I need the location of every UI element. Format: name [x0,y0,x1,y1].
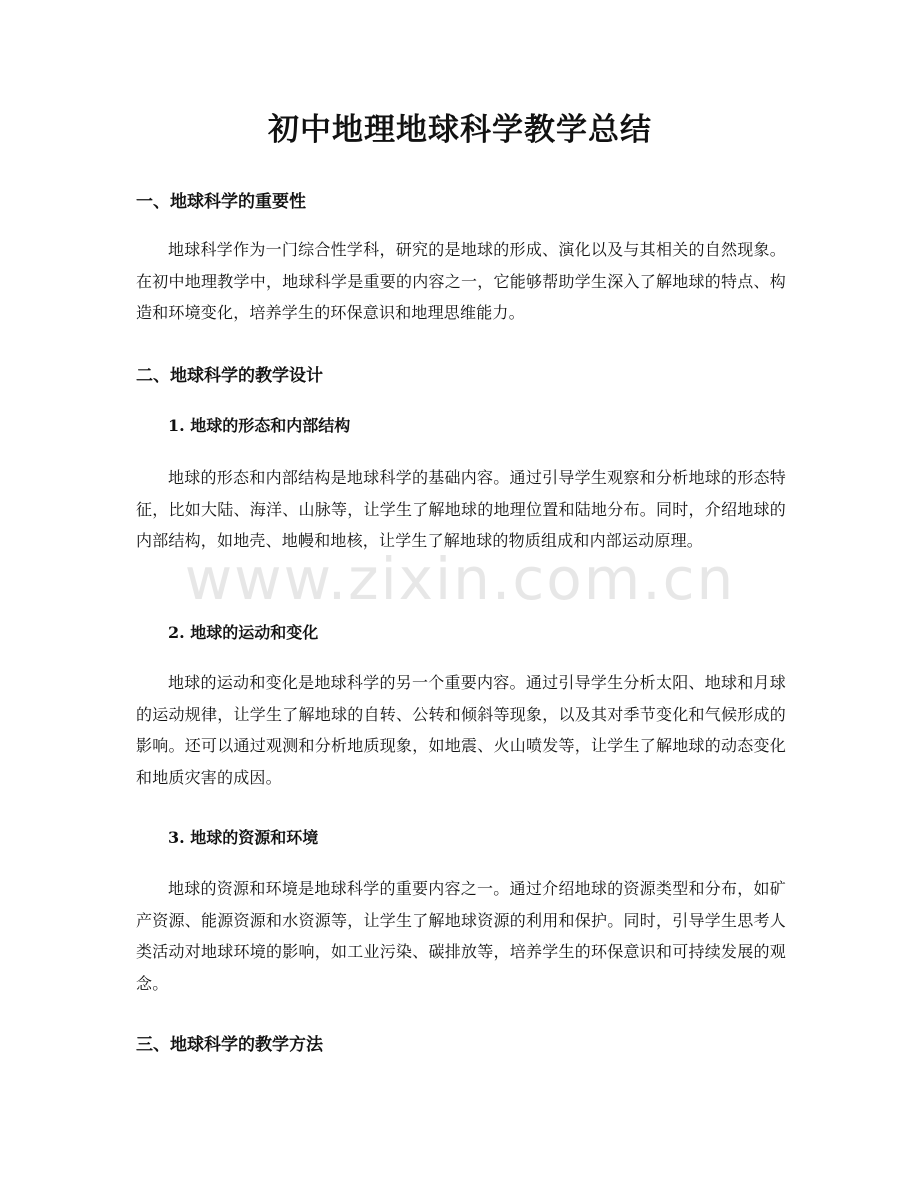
section-heading-methods: 三、地球科学的教学方法 [136,1035,323,1055]
page-title: 初中地理地球科学教学总结 [268,112,652,148]
section-heading-design: 二、地球科学的教学设计 [136,366,323,386]
paragraph-importance: 地球科学作为一门综合性学科，研究的是地球的形成、演化以及与其相关的自然现象。在初中地理教学中，地球科学是重要的内容之一，它能够帮助学生深入了解地球的特点、构造和环境变化，培养学生的环保意识和地理思维能力。 [136,240,786,322]
section-heading-importance: 一、地球科学的重要性 [136,192,306,212]
subheading-resources-environment: 3. 地球的资源和环境 [168,828,319,847]
paragraph-motion-change: 地球的运动和变化是地球科学的另一个重要内容。通过引导学生分析太阳、地球和月球的运动规律，让学生了解地球的自转、公转和倾斜等现象，以及其对季节变化和气候形成的影响。还可以通过观测和分析地质现象，如地震、火山喷发等，让学生了解地球的动态变化和地质灾害的成因。 [136,673,786,787]
subheading-shape-structure: 1. 地球的形态和内部结构 [168,416,351,435]
subheading-motion-change: 2. 地球的运动和变化 [168,623,319,642]
paragraph-shape-structure: 地球的形态和内部结构是地球科学的基础内容。通过引导学生观察和分析地球的形态特征，比如大陆、海洋、山脉等，让学生了解地球的地理位置和陆地分布。同时，介绍地球的内部结构，如地壳、地幔和地核，让学生了解地球的物质组成和内部运动原理。 [136,468,786,550]
paragraph-resources-environment: 地球的资源和环境是地球科学的重要内容之一。通过介绍地球的资源类型和分布，如矿产资源、能源资源和水资源等，让学生了解地球资源的利用和保护。同时，引导学生思考人类活动对地球环境的影响，如工业污染、碳排放等，培养学生的环保意识和可持续发展的观念。 [136,879,786,993]
watermark-text: www.zixin.com.cn [184,545,736,613]
